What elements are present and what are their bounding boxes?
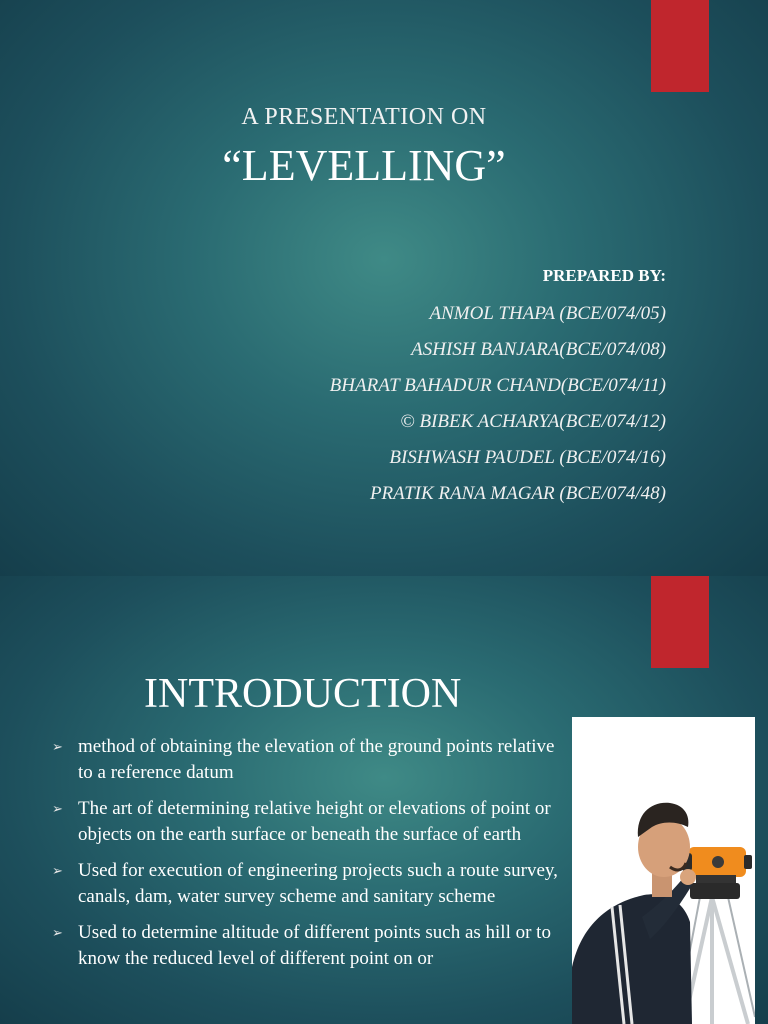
author-item: © BIBEK ACHARYA(BCE/074/12) bbox=[400, 411, 666, 432]
surveyor-with-level-illustration bbox=[572, 717, 755, 1024]
accent-bar bbox=[651, 576, 709, 668]
prepared-by-label: PREPARED BY: bbox=[542, 266, 666, 285]
introduction-slide bbox=[0, 576, 768, 1024]
presentation-title: “LEVELLING” bbox=[222, 141, 506, 190]
presentation-subtitle: A PRESENTATION ON bbox=[241, 104, 487, 130]
bullet-text: The art of determining relative height or elevations of point or objects on the earth surface or beneath the surface of earth bbox=[78, 798, 551, 845]
arrow-bullet-icon: ➢ bbox=[52, 801, 63, 816]
author-item: ASHISH BANJARA(BCE/074/08) bbox=[411, 339, 666, 360]
arrow-bullet-icon: ➢ bbox=[52, 863, 63, 878]
accent-bar bbox=[651, 0, 709, 92]
surveyor-photo bbox=[572, 717, 755, 1024]
introduction-title: INTRODUCTION bbox=[144, 671, 462, 717]
author-item: ANMOL THAPA (BCE/074/05) bbox=[429, 303, 666, 324]
author-item: BHARAT BAHADUR CHAND(BCE/074/11) bbox=[329, 375, 666, 396]
author-item: BISHWASH PAUDEL (BCE/074/16) bbox=[389, 447, 666, 468]
author-list bbox=[330, 301, 666, 517]
bullet-text: Used to determine altitude of different points such as hill or to know the reduced level of different point on or bbox=[78, 922, 551, 969]
bullet-text: Used for execution of engineering projects such a route survey, canals, dam, water survey scheme and sanitary scheme bbox=[78, 860, 558, 907]
arrow-bullet-icon: ➢ bbox=[52, 925, 63, 940]
bullet-item bbox=[52, 920, 572, 972]
bullet-item bbox=[52, 734, 572, 786]
bullet-text: method of obtaining the elevation of the ground points relative to a reference datum bbox=[78, 736, 555, 783]
bullet-item bbox=[52, 858, 572, 910]
arrow-bullet-icon: ➢ bbox=[52, 739, 63, 754]
bullet-list bbox=[52, 734, 572, 982]
bullet-item bbox=[52, 796, 572, 848]
author-item: PRATIK RANA MAGAR (BCE/074/48) bbox=[369, 483, 666, 504]
